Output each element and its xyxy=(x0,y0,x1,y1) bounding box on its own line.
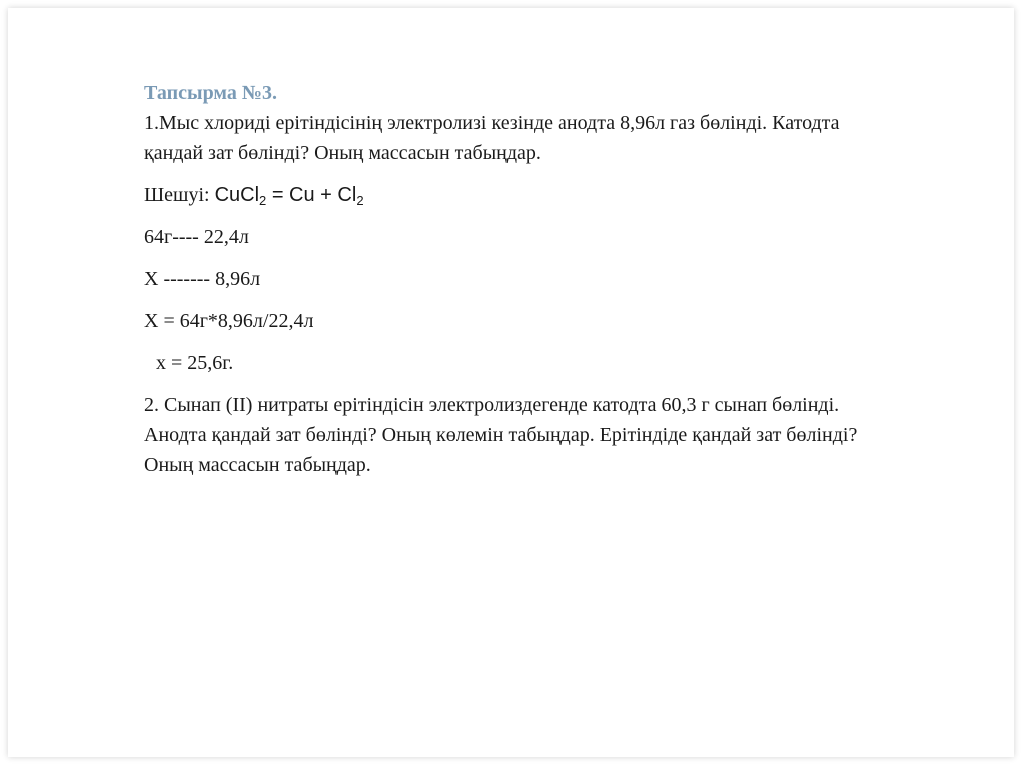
task-1-text: 1.Мыс хлориді ерітіндісінің электролизі кезінде анодта 8,96л газ бөлінді. Катодта қандай зат бөлінді? Оның массасын табыңдар. xyxy=(144,112,840,164)
calc-result: x = 25,6г. xyxy=(156,352,234,374)
calc-line-2: X ------- 8,96л xyxy=(144,268,261,290)
solution-equation xyxy=(144,180,864,210)
slide-content xyxy=(144,78,864,480)
calc-line-3: X = 64г*8,96л/22,4л xyxy=(144,310,314,332)
calc-line-1: 64г---- 22,4л xyxy=(144,226,249,248)
task-title: Тапсырма №3. xyxy=(144,82,277,104)
equation-reactant: CuCl$_2$ = $Cu + Cl_2$ xyxy=(214,184,364,208)
task-2-text: 2. Сынап (ІІ) нитраты ерітіндісін электролиздегенде катодта 60,3 г сынап бөлінді. Анодта қандай зат бөлінді? Оның көлемін табыңдар. Ерітіндіде қандай зат бөлінді? Оның массасын табыңдар. xyxy=(144,394,858,476)
solution-label: Шешуі: xyxy=(144,184,215,206)
slide xyxy=(8,8,1014,757)
